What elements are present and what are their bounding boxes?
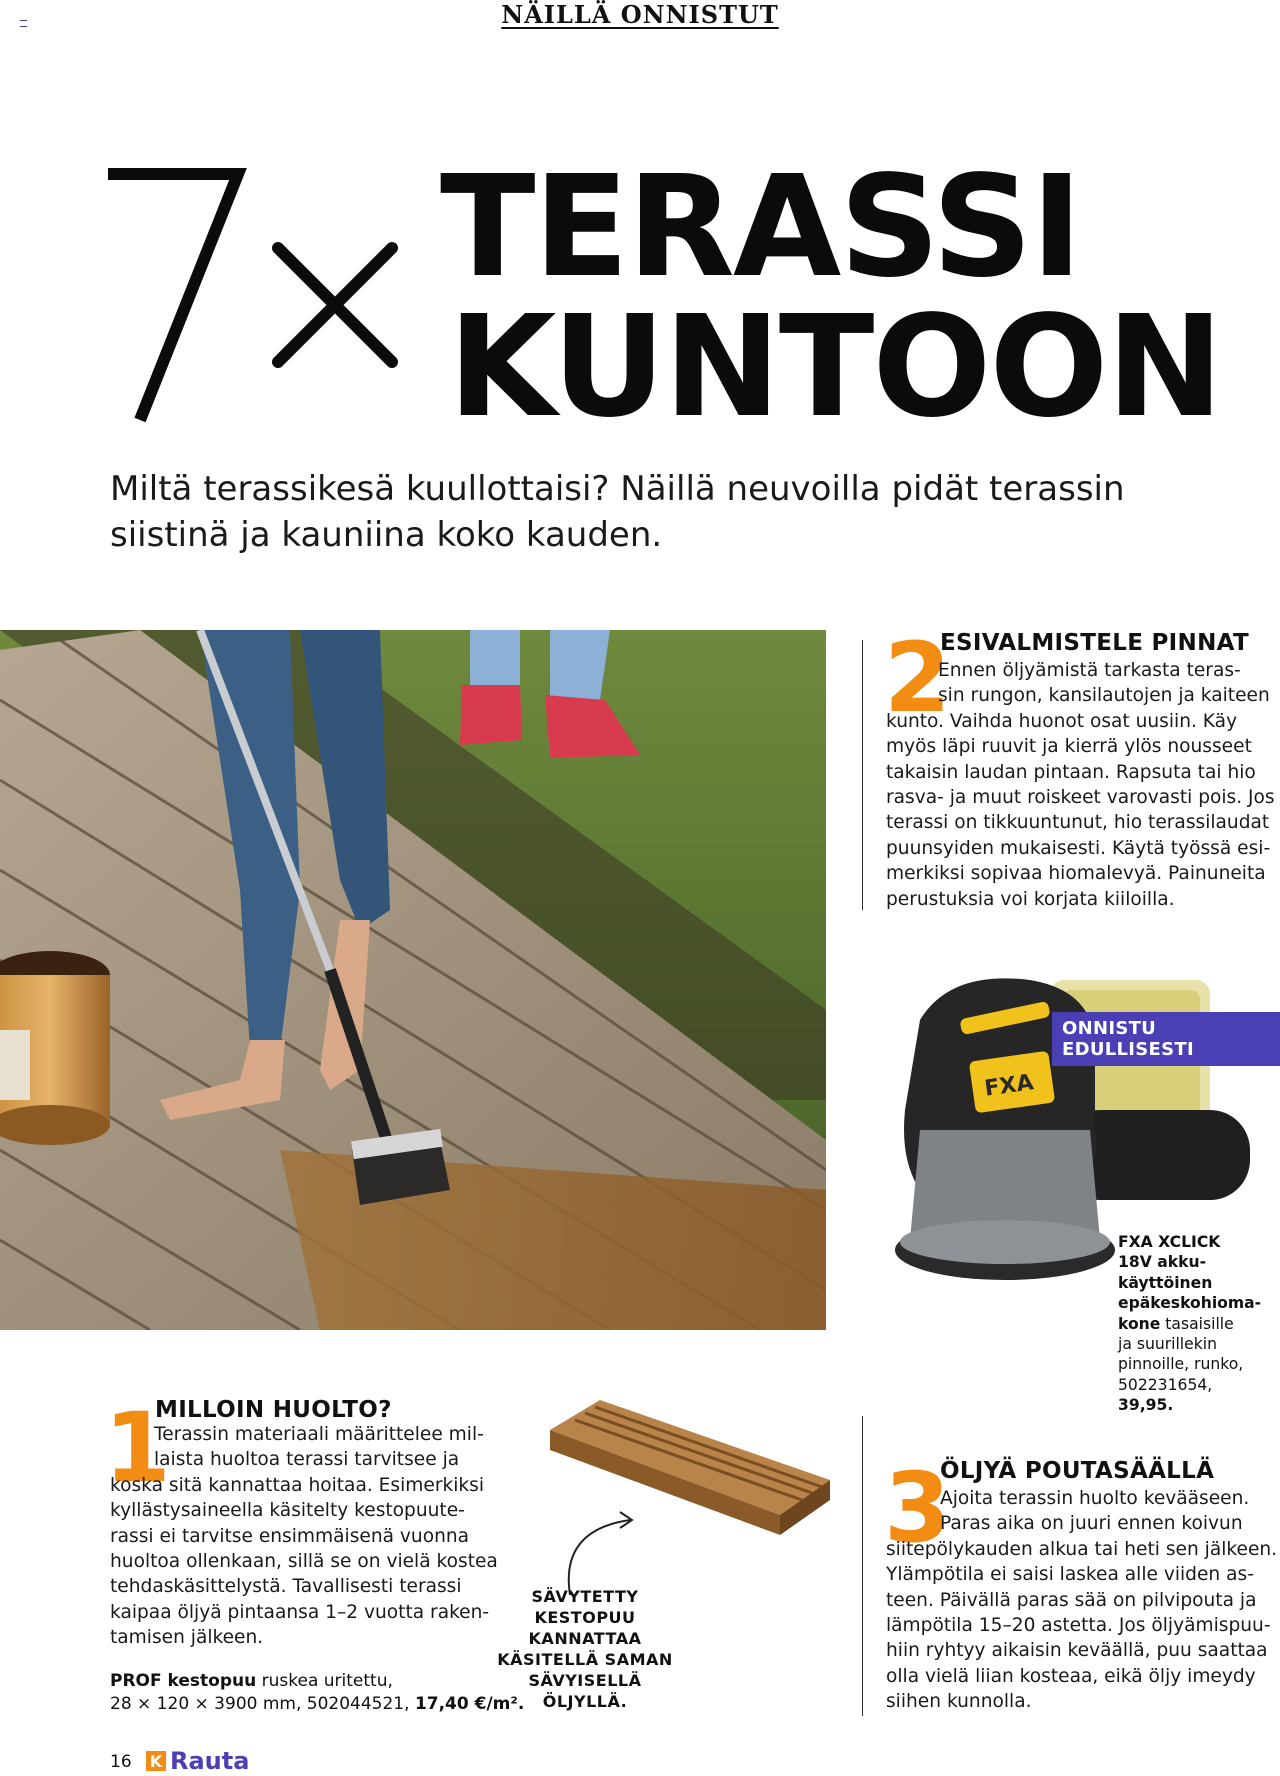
headline-line-2: KUNTOON [448,286,1222,449]
curved-arrow-icon [550,1490,670,1600]
step-3-line: lämpötila 15–20 astetta. Jos öljyämispuu- [886,1615,1271,1637]
step-3-line: Ylämpötila ei saisi laskea alle viiden as- [886,1564,1254,1586]
step-1-line: koska sitä kannattaa hoitaa. Esimerkiksi [110,1474,485,1496]
step-3-line: siihen kunnolla. [886,1691,1032,1713]
product-2-line: epäkeskohioma- [1118,1294,1262,1313]
step-3-line: hiin ryhtyy aikaisin keväällä, puu saattaa [886,1640,1268,1662]
step-2-title: ESIVALMISTELE PINNAT [940,630,1249,656]
step-2-line: rasva- ja muut roiskeet varovasti pois. Jos [886,787,1275,809]
product-1-line-1 [110,1670,530,1693]
product-2-line: pinnoille, runko, [1118,1355,1244,1374]
tool-brand-label: FXA [983,1070,1036,1102]
board-note [480,1586,690,1712]
product-1-caption [110,1670,530,1716]
step-1-line: laista huoltoa terassi tarvitsee ja [154,1449,460,1471]
product-1-spec: 28 × 120 × 3900 mm, 502044521, [110,1694,415,1714]
step-1-line: huoltoa ollenkaan, sillä se on vielä kostea [110,1551,498,1573]
step-3-line: olla vielä liian kosteaa, eikä öljy imeydy [886,1665,1256,1687]
brand-name: Rauta [170,1747,250,1775]
step-3-line: teen. Päivällä paras sää on pilvipouta ja [886,1589,1257,1611]
product-2-line [1118,1314,1268,1334]
step-3-line: siitepölykauden alkua tai heti sen jälkeen. [886,1538,1278,1560]
page-number: 16 [110,1752,132,1772]
step-1-line: Terassin materiaali määrittelee mil- [154,1424,484,1445]
product-2-line: käyttöinen [1118,1273,1213,1292]
lead-line-1: Miltä terassikesä kuullottaisi? Näillä neuvoilla pidät terassin [110,469,1125,509]
lead-paragraph [110,466,1190,558]
step-1-title: MILLOIN HUOLTO? [155,1397,392,1423]
step-3-number: 3 [884,1452,951,1564]
step-2-line: sin rungon, kansilautojen ja kaiteen [938,685,1270,707]
headline-times-sign [270,240,400,370]
step-3-line: Ajoita terassin huolto kevääseen. [940,1488,1250,1509]
step-2-line: perustuksia voi korjata kiiloilla. [886,888,1175,910]
step-2-number: 2 [884,622,951,734]
product-1-price: 17,40 €/m². [414,1694,525,1714]
step-1-number: 1 [104,1392,171,1504]
step-2-line: Ennen öljyämistä tarkasta teras- [938,660,1241,681]
product-1-line-2 [110,1693,530,1716]
product-2-line: FXA XCLICK [1118,1233,1221,1251]
promo-badge: ONNISTU EDULLISESTI [1052,1012,1280,1066]
column-divider-top [862,640,863,910]
lead-line-2: siistinä ja kauniina koko kauden. [110,515,663,555]
step-1-line: tehdaskäsittelystä. Tavallisesti terassi [110,1576,462,1598]
board-note-line: KÄSITELLÄ SAMAN [497,1650,673,1669]
deck-oiling-photo [0,630,826,1330]
headline-number [98,150,258,430]
section-title-text: NÄILLÄ ONNISTUT [501,0,779,29]
step-1-line: tamisen jälkeen. [110,1627,264,1649]
step-2-body [886,658,1275,912]
board-note-line: ÖLJYLLÄ. [542,1692,628,1711]
step-3-title: ÖLJYÄ POUTASÄÄLLÄ [940,1458,1215,1484]
step-2-line: takaisin laudan pintaan. Rapsuta tai hio [886,761,1256,783]
product-2-line: ja suurillekin [1118,1335,1217,1354]
board-note-line: SÄVYISELLÄ [528,1671,642,1690]
product-1-desc: ruskea uritettu, [256,1671,393,1691]
product-1-name: PROF kestopuu [110,1671,257,1691]
section-title [0,0,1280,29]
k-rauta-logo[interactable] [146,1748,249,1774]
board-note-line: KANNATTAA [528,1629,642,1648]
step-2-line: terassi on tikkuuntunut, hio terassilaudat [886,812,1270,834]
step-2-line: myös läpi ruuvit ja kierrä ylös nousseet [886,736,1252,758]
product-2-line: 18V akku- [1118,1253,1207,1272]
step-3-line: Paras aika on juuri ennen koivun [940,1513,1243,1535]
k-logo-mark: K [146,1751,166,1771]
product-2-bold-fragment: kone [1118,1314,1161,1333]
product-2-fragment: tasaisille [1160,1314,1234,1333]
board-note-line: KESTOPUU [534,1608,636,1627]
step-2-line: puunsyiden mukaisesti. Käytä työssä esi- [886,837,1271,859]
board-note-line: SÄVYTETTY [531,1587,639,1606]
column-divider-bottom [862,1416,863,1716]
step-1-line: rassi ei tarvitse ensimmäisenä vuonna [110,1525,470,1547]
step-2-line: kunto. Vaihda huonot osat uusiin. Käy [886,710,1238,732]
step-1-body [110,1422,498,1651]
product-2-line: 502231654, [1118,1375,1213,1394]
step-1-line: kaipaa öljyä pintaansa 1–2 vuotta raken- [110,1601,490,1623]
step-3-body [886,1486,1278,1715]
step-1-line: kyllästysaineella käsitelty kestopuute- [110,1500,465,1522]
product-2-price: 39,95. [1118,1396,1174,1415]
product-2-caption [1118,1232,1268,1416]
headline-line-1: TERASSI [440,146,1081,309]
step-2-line: merkiksi sopivaa hiomalevyä. Painuneita [886,863,1266,885]
